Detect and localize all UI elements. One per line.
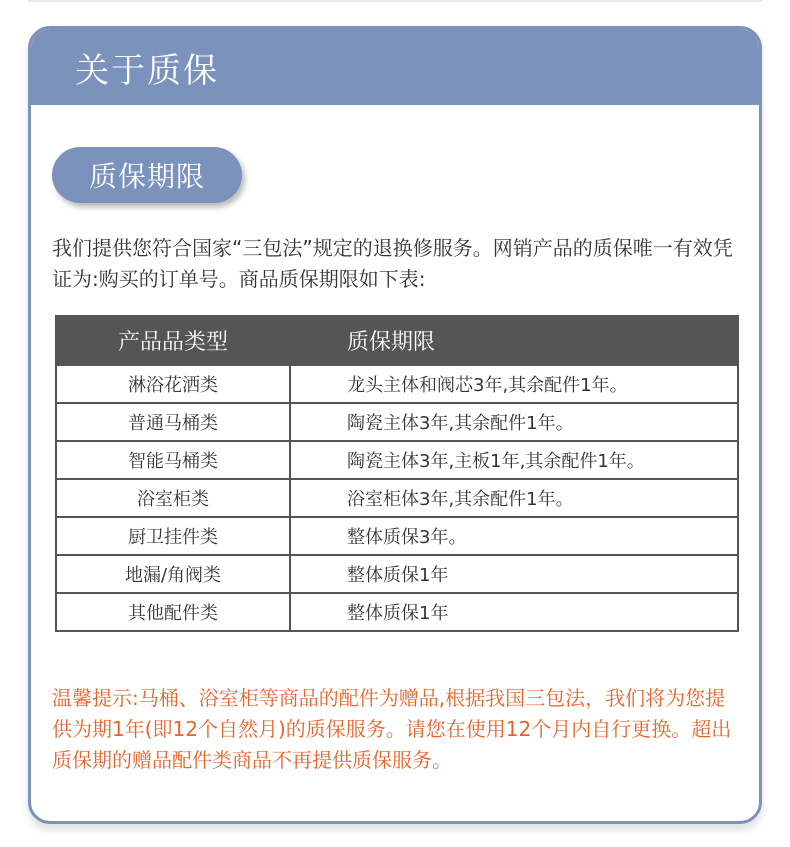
warranty-table xyxy=(55,315,739,632)
warranty-card xyxy=(28,26,762,824)
warranty-period-cell: 整体质保1年 xyxy=(290,593,738,631)
top-divider xyxy=(28,0,762,2)
warranty-period-cell: 浴室柜体3年,其余配件1年。 xyxy=(290,479,738,517)
section-title: 关于质保 xyxy=(75,50,219,91)
table-row xyxy=(56,555,738,593)
product-type-cell: 其他配件类 xyxy=(56,593,290,631)
warranty-period-cell: 龙头主体和阀芯3年,其余配件1年。 xyxy=(290,365,738,403)
table-row xyxy=(56,517,738,555)
table-header-row xyxy=(56,316,738,365)
table-row xyxy=(56,441,738,479)
warranty-period-cell: 陶瓷主体3年,主板1年,其余配件1年。 xyxy=(290,441,738,479)
header-product-type: 产品品类型 xyxy=(56,316,290,365)
product-type-cell: 淋浴花洒类 xyxy=(56,365,290,403)
intro-text: 我们提供您符合国家“三包法”规定的退换修服务。网销产品的质保唯一有效凭证为:购买的订单号。商品质保期限如下表: xyxy=(52,236,733,291)
product-type-cell: 浴室柜类 xyxy=(56,479,290,517)
table-row xyxy=(56,479,738,517)
warranty-period-cell: 整体质保1年 xyxy=(290,555,738,593)
product-type-cell: 普通马桶类 xyxy=(56,403,290,441)
product-type-cell: 地漏/角阀类 xyxy=(56,555,290,593)
warm-tip-text: 温馨提示:马桶、浴室柜等商品的配件为赠品,根据我国三包法，我们将为您提供为期1年(即12个自然月)的质保服务。请您在使用12个月内自行更换。超出质保期的赠品配件类商品不再提供质保服务。 xyxy=(52,686,732,772)
product-type-cell: 厨卫挂件类 xyxy=(56,517,290,555)
header-warranty-period: 质保期限 xyxy=(290,316,738,365)
card-header xyxy=(31,29,759,105)
product-type-cell: 智能马桶类 xyxy=(56,441,290,479)
warranty-period-cell: 陶瓷主体3年,其余配件1年。 xyxy=(290,403,738,441)
table-row xyxy=(56,593,738,631)
warranty-period-badge: 质保期限 xyxy=(52,147,242,203)
table-row xyxy=(56,365,738,403)
table-row xyxy=(56,403,738,441)
warranty-period-cell: 整体质保3年。 xyxy=(290,517,738,555)
